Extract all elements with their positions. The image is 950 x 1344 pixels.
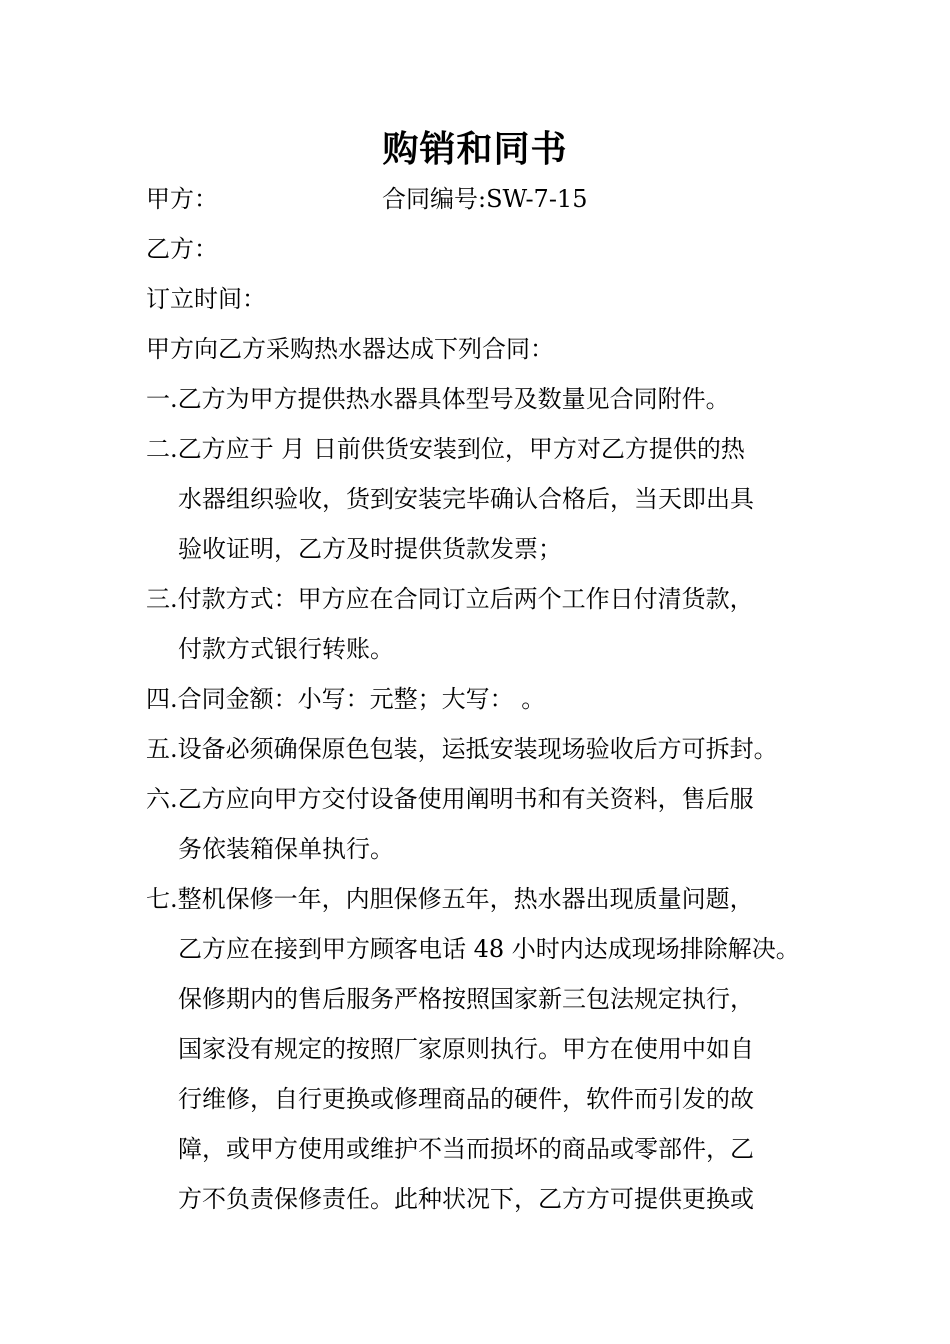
party-b-label: 乙方：: [146, 235, 218, 263]
clause-2: [146, 434, 745, 464]
clause-text-line: 验收证明，乙方及时提供货款发票；: [178, 535, 562, 563]
clause-text-line: 保修期内的售后服务严格按照国家新三包法规定执行，: [178, 985, 754, 1013]
clause-text-line: 付款方式银行转账。: [178, 635, 394, 663]
clause-text-line: 行维修，自行更换或修理商品的硬件，软件而引发的故: [178, 1085, 754, 1113]
clause-text-line: 务依装箱保单执行。: [178, 835, 394, 863]
clause-text-line: 方不负责保修责任。此种状况下，乙方方可提供更换或: [178, 1185, 754, 1213]
sign-date-label: 订立时间：: [146, 285, 266, 313]
clause-text-line: 乙方应在接到甲方顾客电话 48 小时内达成现场排除解决。: [178, 935, 800, 963]
clause-number: 四.: [146, 685, 178, 713]
clause-text-line: 乙方应于 月 日前供货安装到位，甲方对乙方提供的热: [177, 435, 745, 463]
clause-number: 一.: [146, 385, 178, 413]
document-title: 购销和同书: [382, 128, 568, 170]
clause-text-line: 设备必须确保原色包装，运抵安装现场验收后方可拆封。: [177, 735, 778, 763]
clause-7: [146, 884, 754, 914]
party-a-label: 甲方：: [146, 185, 218, 213]
clause-text-line: 付款方式：甲方应在合同订立后两个工作日付清货款，: [177, 585, 754, 613]
clause-number: 七.: [146, 885, 178, 913]
clause-3: [146, 584, 754, 614]
clause-number: 二.: [146, 435, 178, 463]
clause-number: 五.: [146, 735, 178, 763]
clause-4: [146, 684, 545, 714]
clause-5: [146, 734, 778, 764]
contract-intro: 甲方向乙方采购热水器达成下列合同：: [146, 335, 554, 363]
clause-6: [146, 784, 754, 814]
clause-text-line: 国家没有规定的按照厂家原则执行。甲方在使用中如自: [178, 1035, 754, 1063]
clause-text-line: 整机保修一年，内胆保修五年，热水器出现质量问题，: [177, 885, 754, 913]
clause-text-line: 障，或甲方使用或维护不当而损坏的商品或零部件，乙: [178, 1135, 754, 1163]
contract-number: 合同编号:SW-7-15: [382, 185, 588, 213]
clause-text-line: 乙方应向甲方交付设备使用阐明书和有关资料，售后服: [177, 785, 754, 813]
clause-1: [146, 384, 730, 414]
clause-text-line: 乙方为甲方提供热水器具体型号及数量见合同附件。: [177, 385, 730, 413]
clause-text-line: 水器组织验收，货到安装完毕确认合格后，当天即出具: [178, 485, 754, 513]
clause-number: 三.: [146, 585, 178, 613]
clause-number: 六.: [146, 785, 178, 813]
clause-text-line: 合同金额：小写：元整；大写： 。: [177, 685, 546, 713]
